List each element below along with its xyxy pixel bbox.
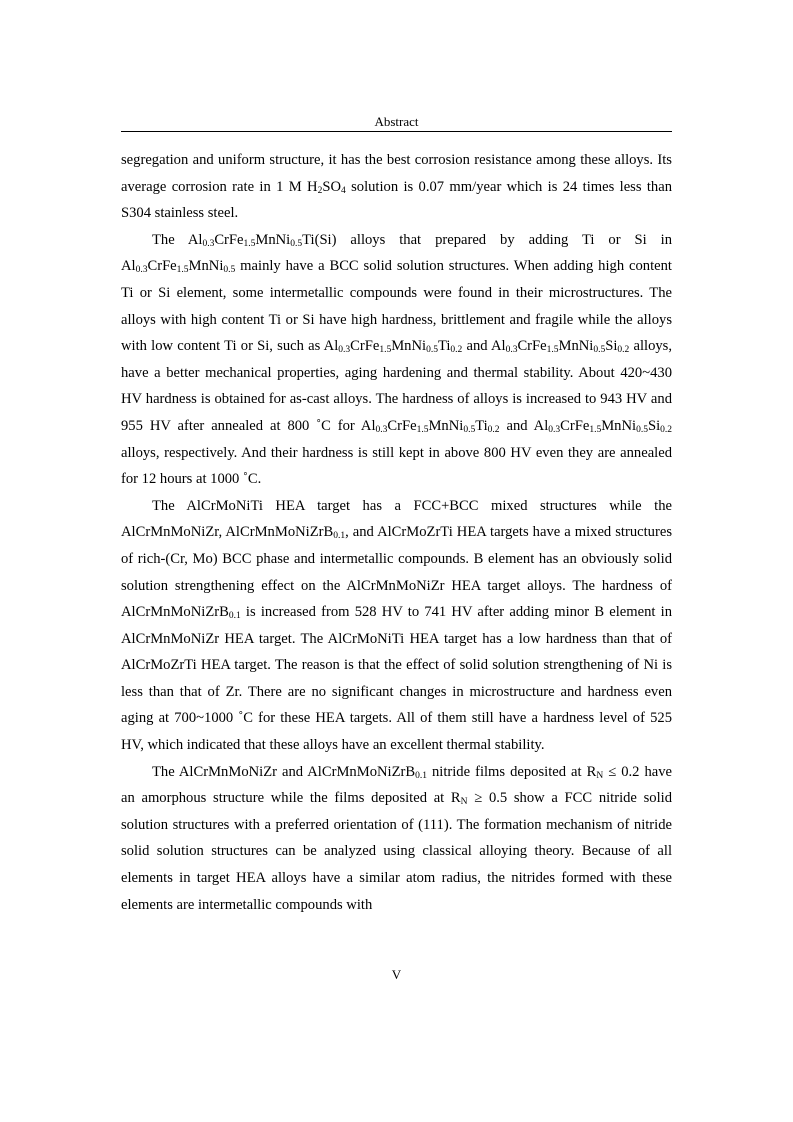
text-run: CrFe [350, 338, 380, 355]
subscript: 0.2 [660, 424, 672, 435]
text-run: solution is 0.07 mm/year which is 24 times less than S304 stainless steel. [121, 178, 672, 222]
text-run: ≥ 0.5 show a FCC nitride solid solution structures with a preferred orientation of (111). The formation mechanism of nitride solid solution structures can be analyzed using classical alloying theory. Because of all elements in target HEA alloys have a similar atom radius, the nitrides formed with these elements are intermetallic compounds with [121, 790, 672, 913]
text-run: MnNi [391, 338, 427, 355]
text-run: CrFe [560, 417, 590, 434]
subscript: 0.3 [135, 265, 148, 276]
subscript: N [596, 770, 604, 781]
text-run: SO [322, 178, 341, 195]
subscript: 2 [317, 185, 323, 196]
subscript: 1.5 [243, 238, 256, 249]
text-run: MnNi [188, 258, 224, 275]
subscript: 0.3 [505, 345, 518, 356]
text-run: CrFe [147, 258, 177, 275]
subscript: 0.5 [426, 345, 438, 356]
text-run: MnNi [255, 231, 291, 248]
subscript: 1.5 [589, 424, 602, 435]
subscript: 0.2 [617, 345, 630, 356]
subscript: 0.3 [548, 424, 561, 435]
text-run: CrFe [214, 231, 244, 248]
subscript: N [460, 797, 468, 808]
subscript: 1.5 [176, 265, 189, 276]
text-run: , and AlCrMoZrTi HEA targets have a mixed structures of rich-(Cr, Mo) BCC phase and intermetallic compounds. B element has an obviously solid solution strengthening effect on the AlCrMnMoNiZr HEA target alloys. The hardness of AlCrMnMoNiZrB [121, 524, 672, 621]
subscript: 0.1 [333, 531, 346, 542]
subscript: 0.2 [450, 345, 463, 356]
text-run: segregation and uniform structure, it has the best corrosion resistance among these alloys. Its average corrosion rate in 1 M H [121, 152, 672, 195]
text-run: Ti [475, 417, 488, 434]
text-run: The Al [152, 231, 203, 248]
text-run: MnNi [601, 417, 637, 434]
paragraph [121, 493, 672, 759]
text-run: CrFe [387, 417, 417, 434]
text-run: The AlCrMoNiTi HEA target has a FCC+BCC mixed structures while the AlCrMnMoNiZr, AlCrMnMoNiZrB [121, 497, 672, 541]
text-run: MnNi [558, 338, 594, 355]
paragraph [121, 759, 672, 919]
text-run: CrFe [517, 338, 547, 355]
subscript: 0.5 [223, 265, 236, 276]
subscript: 0.3 [202, 238, 215, 249]
subscript: 0.5 [463, 424, 476, 435]
text-run: Si [605, 338, 618, 355]
text-run: alloys, have a better mechanical properties, aging hardening and thermal stability. About 420~430 HV hardness is obtained for as-cast alloys. The hardness of alloys is increased to 943 HV and 955 HV after annealed at 800 ˚C for Al [121, 338, 673, 434]
text-run: alloys, respectively. And their hardness is still kept in above 800 HV even they are annealed for 12 hours at 1000 ˚C. [121, 444, 672, 488]
subscript: 1.5 [546, 345, 559, 356]
subscript: 0.2 [487, 424, 500, 435]
paragraph [121, 147, 672, 227]
subscript: 0.3 [375, 424, 388, 435]
subscript: 1.5 [416, 424, 429, 435]
subscript: 0.1 [228, 611, 241, 622]
abstract-body [121, 147, 672, 918]
text-run: mainly have a BCC solid solution structures. When adding high content Ti or Si element, some intermetallic compounds were found in their microstructures. The alloys with high content Ti or Si have high hardness, brittlement and fragile while the alloys with low content Ti or Si, such as Al [121, 258, 672, 355]
text-run: and Al [462, 338, 506, 355]
header-rule [121, 131, 672, 132]
text-run: Ti [437, 338, 451, 355]
text-run: Ti(Si) alloys that prepared by adding Ti or Si in Al [121, 231, 672, 275]
page-number: V [391, 967, 402, 982]
subscript: 1.5 [379, 345, 392, 356]
text-run: MnNi [428, 417, 464, 434]
subscript: 0.5 [593, 345, 606, 356]
subscript: 0.3 [338, 345, 351, 356]
text-run: Si [647, 417, 661, 434]
paragraph [121, 227, 672, 493]
running-header: Abstract [374, 114, 419, 129]
subscript: 0.1 [415, 770, 427, 781]
subscript: 4 [341, 185, 346, 196]
text-run: The AlCrMnMoNiZr and AlCrMnMoNiZrB [152, 763, 416, 780]
text-run: nitride films deposited at R [426, 763, 597, 780]
text-run: ≤ 0.2 have an amorphous structure while the films deposited at R [121, 763, 673, 807]
subscript: 0.5 [636, 424, 648, 435]
subscript: 0.5 [290, 238, 303, 249]
text-run: is increased from 528 HV to 741 HV after adding minor B element in AlCrMnMoNiZr HEA target. The AlCrMoNiTi HEA target has a low hardness than that of AlCrMoZrTi HEA target. The reason is that the effect of solid solution strengthening of Ni is less than that of Zr. There are no significant changes in microstructure and hardness even aging at 700~1000 ˚C for these HEA targets. All of them still have a hardness level of 525 HV, which indicated that these alloys have an excellent thermal stability. [121, 604, 672, 754]
text-run: and Al [499, 417, 549, 434]
